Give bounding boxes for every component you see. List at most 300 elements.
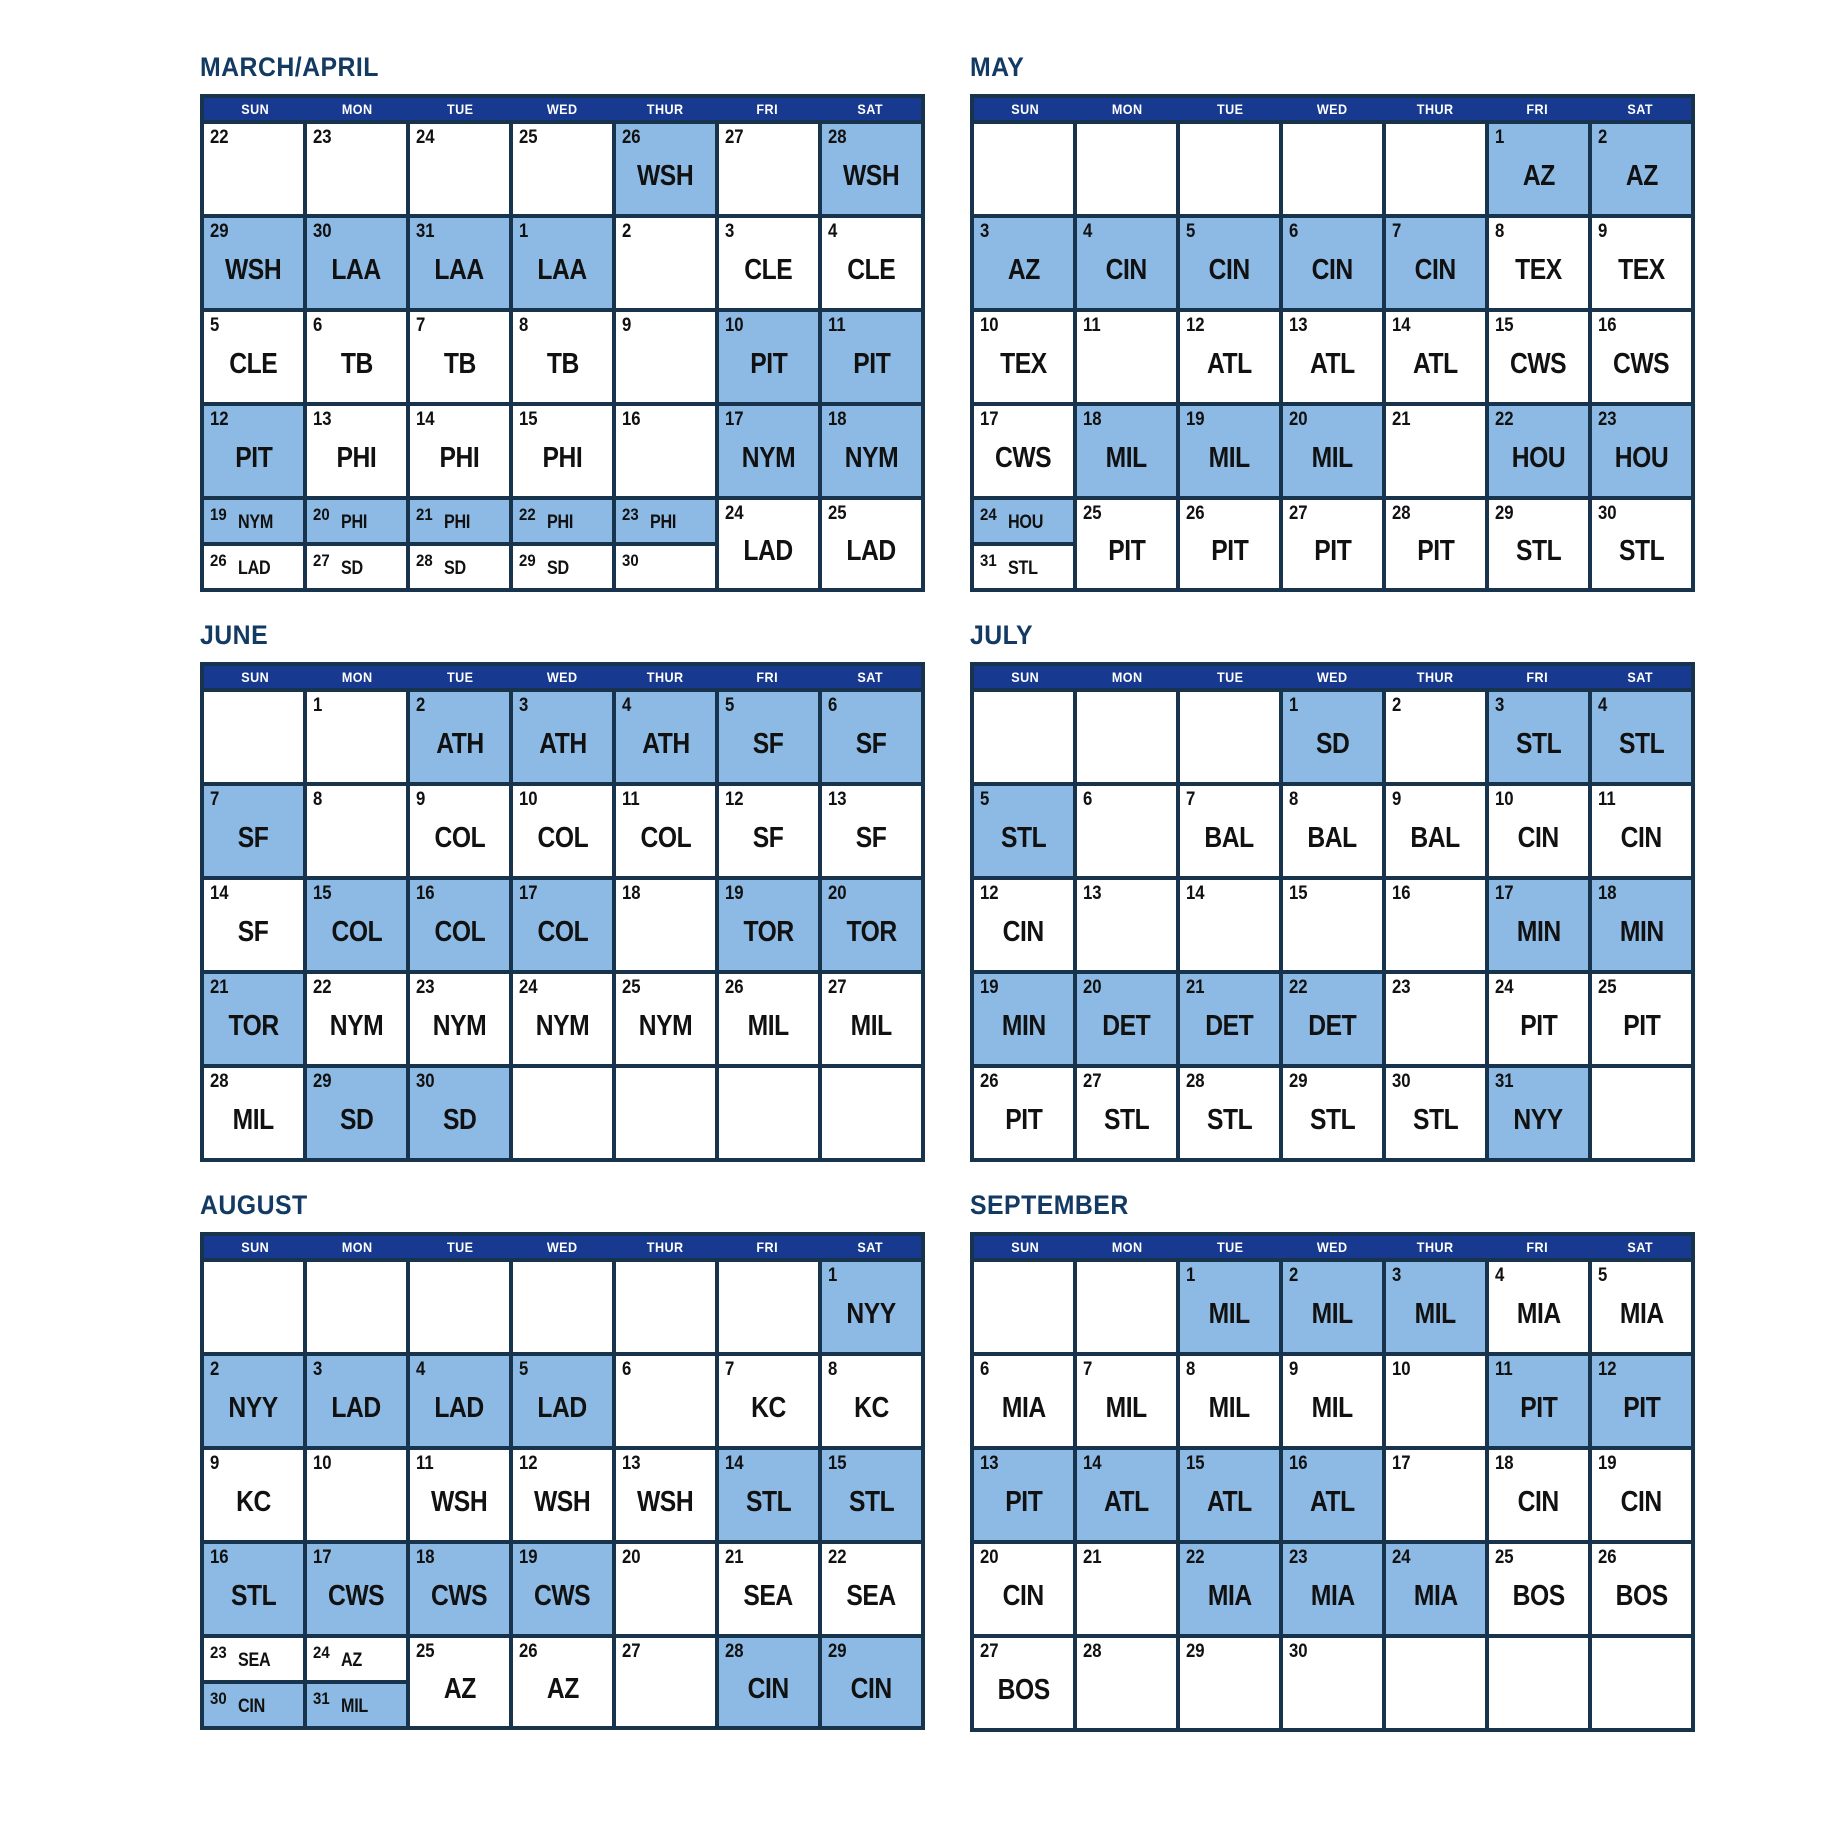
- team-abbr: COL: [640, 821, 691, 854]
- day-header-label: MON: [1112, 101, 1144, 117]
- date-number: 16: [622, 409, 641, 430]
- calendar-cell: [1489, 500, 1588, 588]
- team-abbr: AZ: [340, 1649, 362, 1671]
- team-abbr: CIN: [1517, 821, 1560, 854]
- date-number: 12: [1598, 1359, 1617, 1380]
- date-number: 3: [725, 221, 735, 242]
- date-number: 23: [1289, 1547, 1308, 1568]
- date-number: 13: [828, 789, 847, 810]
- team-abbr: PHI: [443, 511, 471, 533]
- month-march-april: [200, 52, 925, 592]
- calendar-cell: [822, 218, 921, 308]
- date-number: 4: [1495, 1265, 1505, 1286]
- team-abbr: PIT: [1004, 1485, 1043, 1518]
- team-abbr: TEX: [1000, 347, 1047, 380]
- date-number: 23: [416, 977, 435, 998]
- date-number: 27: [313, 551, 330, 570]
- calendar-cell-empty: [974, 124, 1073, 214]
- calendar-cell: [513, 218, 612, 308]
- calendar-cell: [204, 218, 303, 308]
- calendar-cell: [1077, 218, 1176, 308]
- date-number: 23: [622, 505, 639, 524]
- date-number: 12: [980, 883, 999, 904]
- calendar-half-cell: [616, 500, 715, 542]
- calendar-cell: [307, 312, 406, 402]
- calendar-cell: [1077, 406, 1176, 496]
- calendar-cell: [513, 406, 612, 496]
- calendar-cell: [1386, 1356, 1485, 1446]
- calendar-cell: [822, 692, 921, 782]
- calendar-cell-empty: [1077, 1262, 1176, 1352]
- date-number: 28: [416, 551, 433, 570]
- calendar-half-cell: [974, 500, 1073, 542]
- calendar-cell: [1077, 880, 1176, 970]
- calendar-cell: [513, 1638, 612, 1726]
- calendar-cell: [974, 1450, 1073, 1540]
- date-number: 28: [1392, 503, 1411, 524]
- team-abbr: MIL: [1208, 1297, 1251, 1330]
- calendar-cell-empty: [616, 1262, 715, 1352]
- date-number: 3: [1392, 1265, 1402, 1286]
- date-number: 31: [980, 551, 997, 570]
- team-abbr: CIN: [1002, 915, 1045, 948]
- team-abbr: SEA: [237, 1649, 271, 1671]
- calendar-cell: [822, 406, 921, 496]
- calendar-cell: [307, 1450, 406, 1540]
- calendar-cell: [307, 1356, 406, 1446]
- day-header-label: FRI: [756, 101, 779, 117]
- day-header-row: [974, 1236, 1691, 1258]
- date-number: 13: [1083, 883, 1102, 904]
- calendar-cell: [410, 880, 509, 970]
- day-header-label: FRI: [756, 1239, 779, 1255]
- date-number: 8: [519, 315, 529, 336]
- team-abbr: CIN: [237, 1695, 265, 1717]
- team-abbr: LAD: [846, 534, 897, 567]
- team-abbr: CIN: [1105, 253, 1148, 286]
- day-header-label: THUR: [1416, 1239, 1454, 1255]
- date-number: 22: [1186, 1547, 1205, 1568]
- date-number: 9: [416, 789, 426, 810]
- team-abbr: PHI: [340, 511, 368, 533]
- day-header-label: THUR: [646, 1239, 684, 1255]
- calendar-cell: [719, 692, 818, 782]
- team-abbr: KC: [751, 1391, 786, 1424]
- calendar-table: [970, 662, 1695, 1162]
- date-number: 29: [210, 221, 229, 242]
- calendar-cell: [204, 1356, 303, 1446]
- calendar-cell: [822, 1356, 921, 1446]
- date-number: 14: [1083, 1453, 1102, 1474]
- calendar-cell: [974, 1068, 1073, 1158]
- calendar-cell: [1592, 218, 1691, 308]
- day-header-label: SUN: [241, 1239, 270, 1255]
- date-number: 17: [519, 883, 538, 904]
- team-abbr: NYM: [741, 441, 796, 474]
- month-title: MARCH/APRIL: [200, 52, 379, 82]
- team-abbr: NYM: [237, 511, 274, 533]
- team-abbr: STL: [1618, 727, 1665, 760]
- team-abbr: WSH: [225, 253, 282, 286]
- calendar-table: [200, 662, 925, 1162]
- team-abbr: MIL: [850, 1009, 893, 1042]
- calendar-cell: [616, 218, 715, 308]
- day-header-label: THUR: [646, 669, 684, 685]
- team-abbr: CIN: [747, 1672, 790, 1705]
- date-number: 2: [1392, 695, 1402, 716]
- date-number: 30: [313, 221, 332, 242]
- date-number: 3: [980, 221, 990, 242]
- calendar-cell: [1180, 218, 1279, 308]
- team-abbr: CIN: [1208, 253, 1251, 286]
- month-september: [970, 1190, 1695, 1732]
- date-number: 14: [725, 1453, 744, 1474]
- day-header-row: [204, 98, 921, 120]
- date-number: 23: [313, 127, 332, 148]
- team-abbr: SF: [753, 727, 784, 760]
- team-abbr: MIN: [1516, 915, 1561, 948]
- date-number: 22: [1289, 977, 1308, 998]
- team-abbr: NYM: [638, 1009, 693, 1042]
- date-number: 16: [1392, 883, 1411, 904]
- date-number: 27: [622, 1641, 641, 1662]
- calendar-cell-empty: [1180, 692, 1279, 782]
- calendar-cell: [1283, 500, 1382, 588]
- calendar-body: [974, 124, 1691, 588]
- day-header-label: WED: [547, 1239, 578, 1255]
- calendar-cell: [1489, 124, 1588, 214]
- date-number: 11: [416, 1453, 434, 1474]
- calendar-cell: [513, 974, 612, 1064]
- team-abbr: CWS: [995, 441, 1052, 474]
- calendar-cell-empty: [204, 692, 303, 782]
- calendar-cell: [307, 218, 406, 308]
- date-number: 28: [210, 1071, 229, 1092]
- calendar-cell: [1489, 1356, 1588, 1446]
- calendar-cell: [1386, 1544, 1485, 1634]
- team-abbr: PIT: [1313, 534, 1352, 567]
- calendar-half-cell: [974, 546, 1073, 588]
- date-number: 29: [1186, 1641, 1205, 1662]
- date-number: 14: [210, 883, 229, 904]
- team-abbr: MIL: [1311, 441, 1354, 474]
- team-abbr: LAD: [743, 534, 794, 567]
- date-number: 24: [416, 127, 435, 148]
- calendar-cell: [204, 1544, 303, 1634]
- calendar-body: [974, 692, 1691, 1158]
- team-abbr: CLE: [229, 347, 278, 380]
- date-number: 8: [828, 1359, 838, 1380]
- day-header-label: SAT: [856, 101, 883, 117]
- calendar-cell-empty: [616, 1068, 715, 1158]
- day-header-label: THUR: [646, 101, 684, 117]
- date-number: 21: [1083, 1547, 1102, 1568]
- calendar-cell: [1077, 312, 1176, 402]
- date-number: 25: [1495, 1547, 1514, 1568]
- calendar-cell: [307, 124, 406, 214]
- calendar-cell: [1283, 1068, 1382, 1158]
- date-number: 17: [313, 1547, 332, 1568]
- date-number: 22: [519, 505, 536, 524]
- date-number: 19: [210, 505, 227, 524]
- team-abbr: BAL: [1204, 821, 1255, 854]
- date-number: 5: [725, 695, 735, 716]
- date-number: 9: [1289, 1359, 1299, 1380]
- calendar-cell: [822, 124, 921, 214]
- team-abbr: LAD: [331, 1391, 382, 1424]
- day-header-label: TUE: [1216, 669, 1244, 685]
- team-abbr: BOS: [1615, 1579, 1668, 1612]
- date-number: 12: [519, 1453, 538, 1474]
- date-number: 26: [725, 977, 744, 998]
- day-header-label: SUN: [1011, 101, 1040, 117]
- date-number: 5: [210, 315, 220, 336]
- team-abbr: NYY: [228, 1391, 279, 1424]
- calendar-cell: [1077, 1356, 1176, 1446]
- calendar-cell-split: [974, 500, 1073, 588]
- date-number: 30: [416, 1071, 435, 1092]
- calendar-table: [970, 94, 1695, 592]
- calendar-half-cell: [204, 1684, 303, 1726]
- calendar-cell-empty: [410, 1262, 509, 1352]
- date-number: 15: [1495, 315, 1514, 336]
- calendar-cell: [410, 218, 509, 308]
- date-number: 10: [1495, 789, 1514, 810]
- calendar-cell: [1283, 312, 1382, 402]
- calendar-cell: [513, 786, 612, 876]
- date-number: 7: [725, 1359, 735, 1380]
- calendar-cell: [307, 692, 406, 782]
- day-header-label: MON: [342, 1239, 374, 1255]
- date-number: 20: [980, 1547, 999, 1568]
- date-number: 26: [519, 1641, 538, 1662]
- date-number: 15: [519, 409, 538, 430]
- day-header-label: WED: [547, 669, 578, 685]
- team-abbr: NYM: [535, 1009, 590, 1042]
- date-number: 11: [1083, 315, 1101, 336]
- date-number: 9: [622, 315, 632, 336]
- calendar-cell: [974, 218, 1073, 308]
- date-number: 23: [1598, 409, 1617, 430]
- calendar-cell: [307, 1068, 406, 1158]
- calendar-cell-split: [204, 1638, 303, 1726]
- date-number: 21: [1392, 409, 1411, 430]
- date-number: 15: [1289, 883, 1308, 904]
- date-number: 29: [1495, 503, 1514, 524]
- team-abbr: ATH: [641, 727, 690, 760]
- team-abbr: TOR: [228, 1009, 279, 1042]
- calendar-cell: [974, 1544, 1073, 1634]
- calendar-cell: [616, 1356, 715, 1446]
- date-number: 1: [313, 695, 323, 716]
- calendar-half-cell: [513, 500, 612, 542]
- team-abbr: MIL: [747, 1009, 790, 1042]
- team-abbr: ATL: [1310, 1485, 1355, 1518]
- calendar-cell: [1592, 312, 1691, 402]
- team-abbr: MIA: [1619, 1297, 1664, 1330]
- team-abbr: AZ: [546, 1672, 579, 1705]
- date-number: 18: [1083, 409, 1102, 430]
- calendar-cell: [1180, 1544, 1279, 1634]
- team-abbr: SD: [443, 557, 466, 579]
- calendar-cell: [1592, 692, 1691, 782]
- date-number: 15: [313, 883, 332, 904]
- calendar-cell: [974, 974, 1073, 1064]
- team-abbr: ATH: [435, 727, 484, 760]
- team-abbr: ATH: [538, 727, 587, 760]
- team-abbr: PHI: [439, 441, 480, 474]
- date-number: 3: [313, 1359, 323, 1380]
- calendar-cell: [1180, 1638, 1279, 1728]
- team-abbr: AZ: [1007, 253, 1040, 286]
- calendar-cell: [1077, 1068, 1176, 1158]
- team-abbr: PIT: [1210, 534, 1249, 567]
- date-number: 26: [210, 551, 227, 570]
- calendar-cell: [410, 406, 509, 496]
- team-abbr: CLE: [847, 253, 896, 286]
- date-number: 24: [1392, 1547, 1411, 1568]
- date-number: 24: [1495, 977, 1514, 998]
- team-abbr: SD: [442, 1103, 477, 1136]
- calendar-cell: [616, 1450, 715, 1540]
- team-abbr: WSH: [534, 1485, 591, 1518]
- day-header-row: [204, 1236, 921, 1258]
- calendar-cell: [822, 312, 921, 402]
- calendar-cell: [307, 1544, 406, 1634]
- calendar-half-cell: [410, 546, 509, 588]
- date-number: 25: [519, 127, 538, 148]
- team-abbr: ATL: [1104, 1485, 1149, 1518]
- date-number: 14: [1186, 883, 1205, 904]
- calendar-cell: [1180, 1068, 1279, 1158]
- date-number: 30: [1289, 1641, 1308, 1662]
- date-number: 3: [519, 695, 529, 716]
- calendar-cell: [1386, 312, 1485, 402]
- calendar-cell-empty: [719, 1262, 818, 1352]
- team-abbr: MIA: [1413, 1579, 1458, 1612]
- team-abbr: AZ: [1625, 159, 1658, 192]
- calendar-half-cell: [204, 500, 303, 542]
- calendar-cell: [1077, 974, 1176, 1064]
- team-abbr: SEA: [846, 1579, 897, 1612]
- calendar-cell: [822, 786, 921, 876]
- calendar-cell: [1592, 124, 1691, 214]
- day-header-label: THUR: [1416, 669, 1454, 685]
- date-number: 12: [210, 409, 229, 430]
- team-abbr: TB: [340, 347, 373, 380]
- date-number: 25: [828, 503, 847, 524]
- team-abbr: CIN: [1620, 821, 1663, 854]
- calendar-body: [204, 124, 921, 588]
- date-number: 10: [313, 1453, 332, 1474]
- calendar-cell: [204, 1068, 303, 1158]
- calendar-cell: [974, 312, 1073, 402]
- team-abbr: SF: [856, 821, 887, 854]
- team-abbr: HOU: [1007, 511, 1044, 533]
- calendar-cell: [1283, 1450, 1382, 1540]
- team-abbr: MIL: [1208, 441, 1251, 474]
- team-abbr: KC: [854, 1391, 889, 1424]
- calendar-cell: [616, 312, 715, 402]
- date-number: 2: [622, 221, 632, 242]
- date-number: 15: [828, 1453, 847, 1474]
- calendar-cell: [1283, 880, 1382, 970]
- date-number: 6: [1289, 221, 1299, 242]
- date-number: 19: [519, 1547, 538, 1568]
- date-number: 7: [1186, 789, 1196, 810]
- calendar-cell: [204, 406, 303, 496]
- team-abbr: COL: [331, 915, 382, 948]
- date-number: 31: [313, 1689, 330, 1708]
- calendar-cell: [616, 1638, 715, 1726]
- team-abbr: STL: [1007, 557, 1038, 579]
- date-number: 3: [1495, 695, 1505, 716]
- calendar-cell: [1592, 406, 1691, 496]
- date-number: 18: [1495, 1453, 1514, 1474]
- day-header-label: SAT: [1626, 1239, 1653, 1255]
- date-number: 11: [1598, 789, 1616, 810]
- team-abbr: STL: [1206, 1103, 1253, 1136]
- date-number: 2: [1289, 1265, 1299, 1286]
- date-number: 10: [725, 315, 744, 336]
- calendar-cell: [513, 692, 612, 782]
- team-abbr: TEX: [1515, 253, 1562, 286]
- calendar-cell: [1283, 406, 1382, 496]
- team-abbr: CWS: [431, 1579, 488, 1612]
- calendar-cell: [616, 880, 715, 970]
- team-abbr: MIL: [1105, 1391, 1148, 1424]
- calendar-cell: [1283, 1356, 1382, 1446]
- date-number: 29: [313, 1071, 332, 1092]
- calendar-cell: [974, 1356, 1073, 1446]
- team-abbr: MIL: [1414, 1297, 1457, 1330]
- team-abbr: STL: [1515, 727, 1562, 760]
- team-abbr: CLE: [744, 253, 793, 286]
- date-number: 29: [1289, 1071, 1308, 1092]
- date-number: 13: [313, 409, 332, 430]
- calendar-cell: [719, 974, 818, 1064]
- calendar-cell: [1489, 974, 1588, 1064]
- team-abbr: MIA: [1516, 1297, 1561, 1330]
- date-number: 1: [828, 1265, 838, 1286]
- calendar-half-cell: [307, 1638, 406, 1680]
- calendar-cell: [1489, 218, 1588, 308]
- date-number: 17: [1495, 883, 1514, 904]
- date-number: 27: [1083, 1071, 1102, 1092]
- date-number: 20: [313, 505, 330, 524]
- calendar-cell: [719, 500, 818, 588]
- calendar-cell: [616, 692, 715, 782]
- calendar-cell: [1489, 312, 1588, 402]
- team-abbr: HOU: [1511, 441, 1566, 474]
- team-abbr: BOS: [1512, 1579, 1565, 1612]
- day-header-label: WED: [1317, 1239, 1348, 1255]
- calendar-cell-empty: [1077, 124, 1176, 214]
- team-abbr: NYY: [1513, 1103, 1564, 1136]
- date-number: 24: [725, 503, 744, 524]
- team-abbr: PIT: [1622, 1391, 1661, 1424]
- month-title: JULY: [970, 620, 1034, 650]
- date-number: 4: [1083, 221, 1093, 242]
- date-number: 24: [313, 1643, 330, 1662]
- calendar-cell: [1077, 1638, 1176, 1728]
- day-header-row: [974, 98, 1691, 120]
- date-number: 27: [828, 977, 847, 998]
- date-number: 18: [828, 409, 847, 430]
- day-header-row: [974, 666, 1691, 688]
- calendar-cell: [1592, 500, 1691, 588]
- day-header-label: TUE: [1216, 101, 1244, 117]
